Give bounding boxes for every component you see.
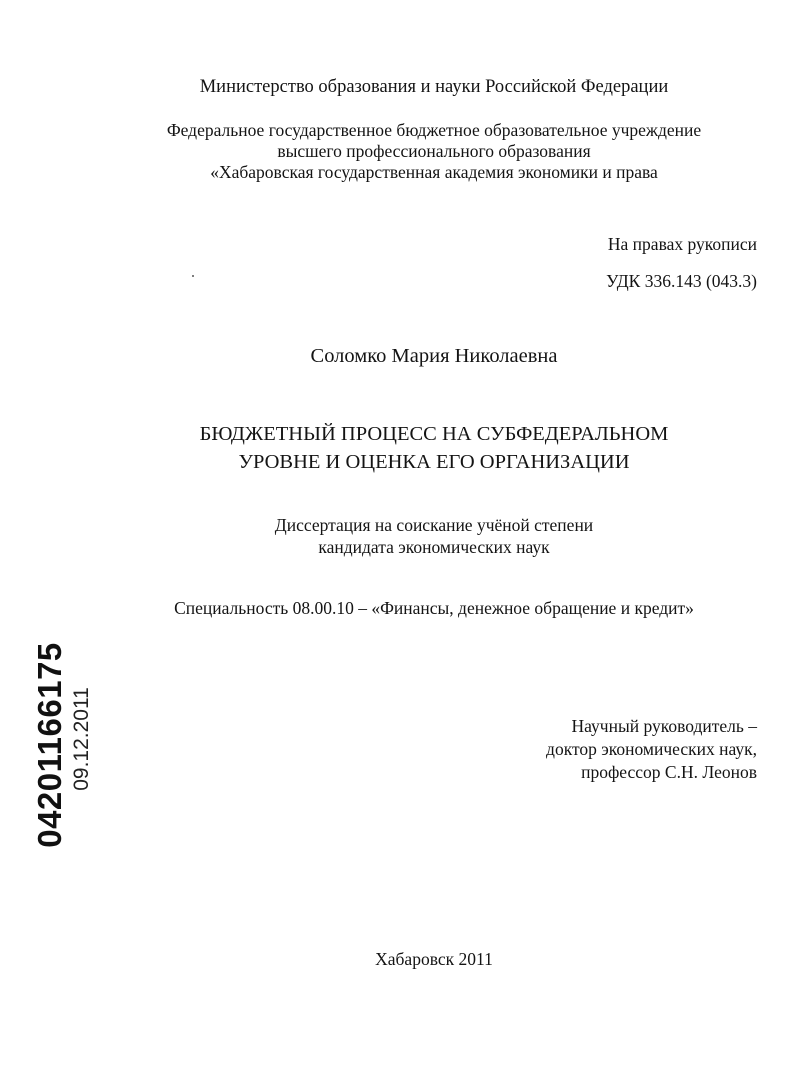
stamp-date: 09.12.2011	[70, 687, 93, 791]
institution-line-3: «Хабаровская государственная академия экономики и права	[210, 162, 658, 182]
author-name: Соломко Мария Николаевна	[310, 345, 558, 367]
manuscript-rights: На правах рукописи	[607, 234, 757, 254]
institution-line-1: Федеральное государственное бюджетное образовательное учреждение	[166, 120, 702, 140]
ministry-heading: Министерство образования и науки Российской Федерации	[199, 77, 669, 97]
institution-line-2: высшего профессионального образования	[277, 141, 591, 161]
stamp-number: 04201166175	[31, 642, 68, 848]
thesis-title-line-1: БЮДЖЕТНЫЙ ПРОЦЕСС НА СУБФЕДЕРАЛЬНОМ	[199, 423, 669, 445]
scan-speck	[192, 275, 194, 277]
dissertation-line-1: Диссертация на соискание учёной степени	[274, 515, 594, 535]
thesis-title-line-2: УРОВНЕ И ОЦЕНКА ЕГО ОРГАНИЗАЦИИ	[238, 451, 630, 473]
advisor-line-1: Научный руководитель –	[571, 716, 757, 736]
specialty-line: Специальность 08.00.10 – «Финансы, денежное обращение и кредит»	[174, 598, 694, 618]
dissertation-line-2: кандидата экономических наук	[318, 537, 550, 557]
udk-code: УДК 336.143 (043.3)	[606, 271, 757, 291]
library-stamp	[30, 632, 100, 862]
advisor-line-2: доктор экономических наук,	[546, 739, 757, 759]
city-year: Хабаровск 2011	[375, 949, 493, 969]
advisor-line-3: профессор С.Н. Леонов	[581, 762, 757, 782]
